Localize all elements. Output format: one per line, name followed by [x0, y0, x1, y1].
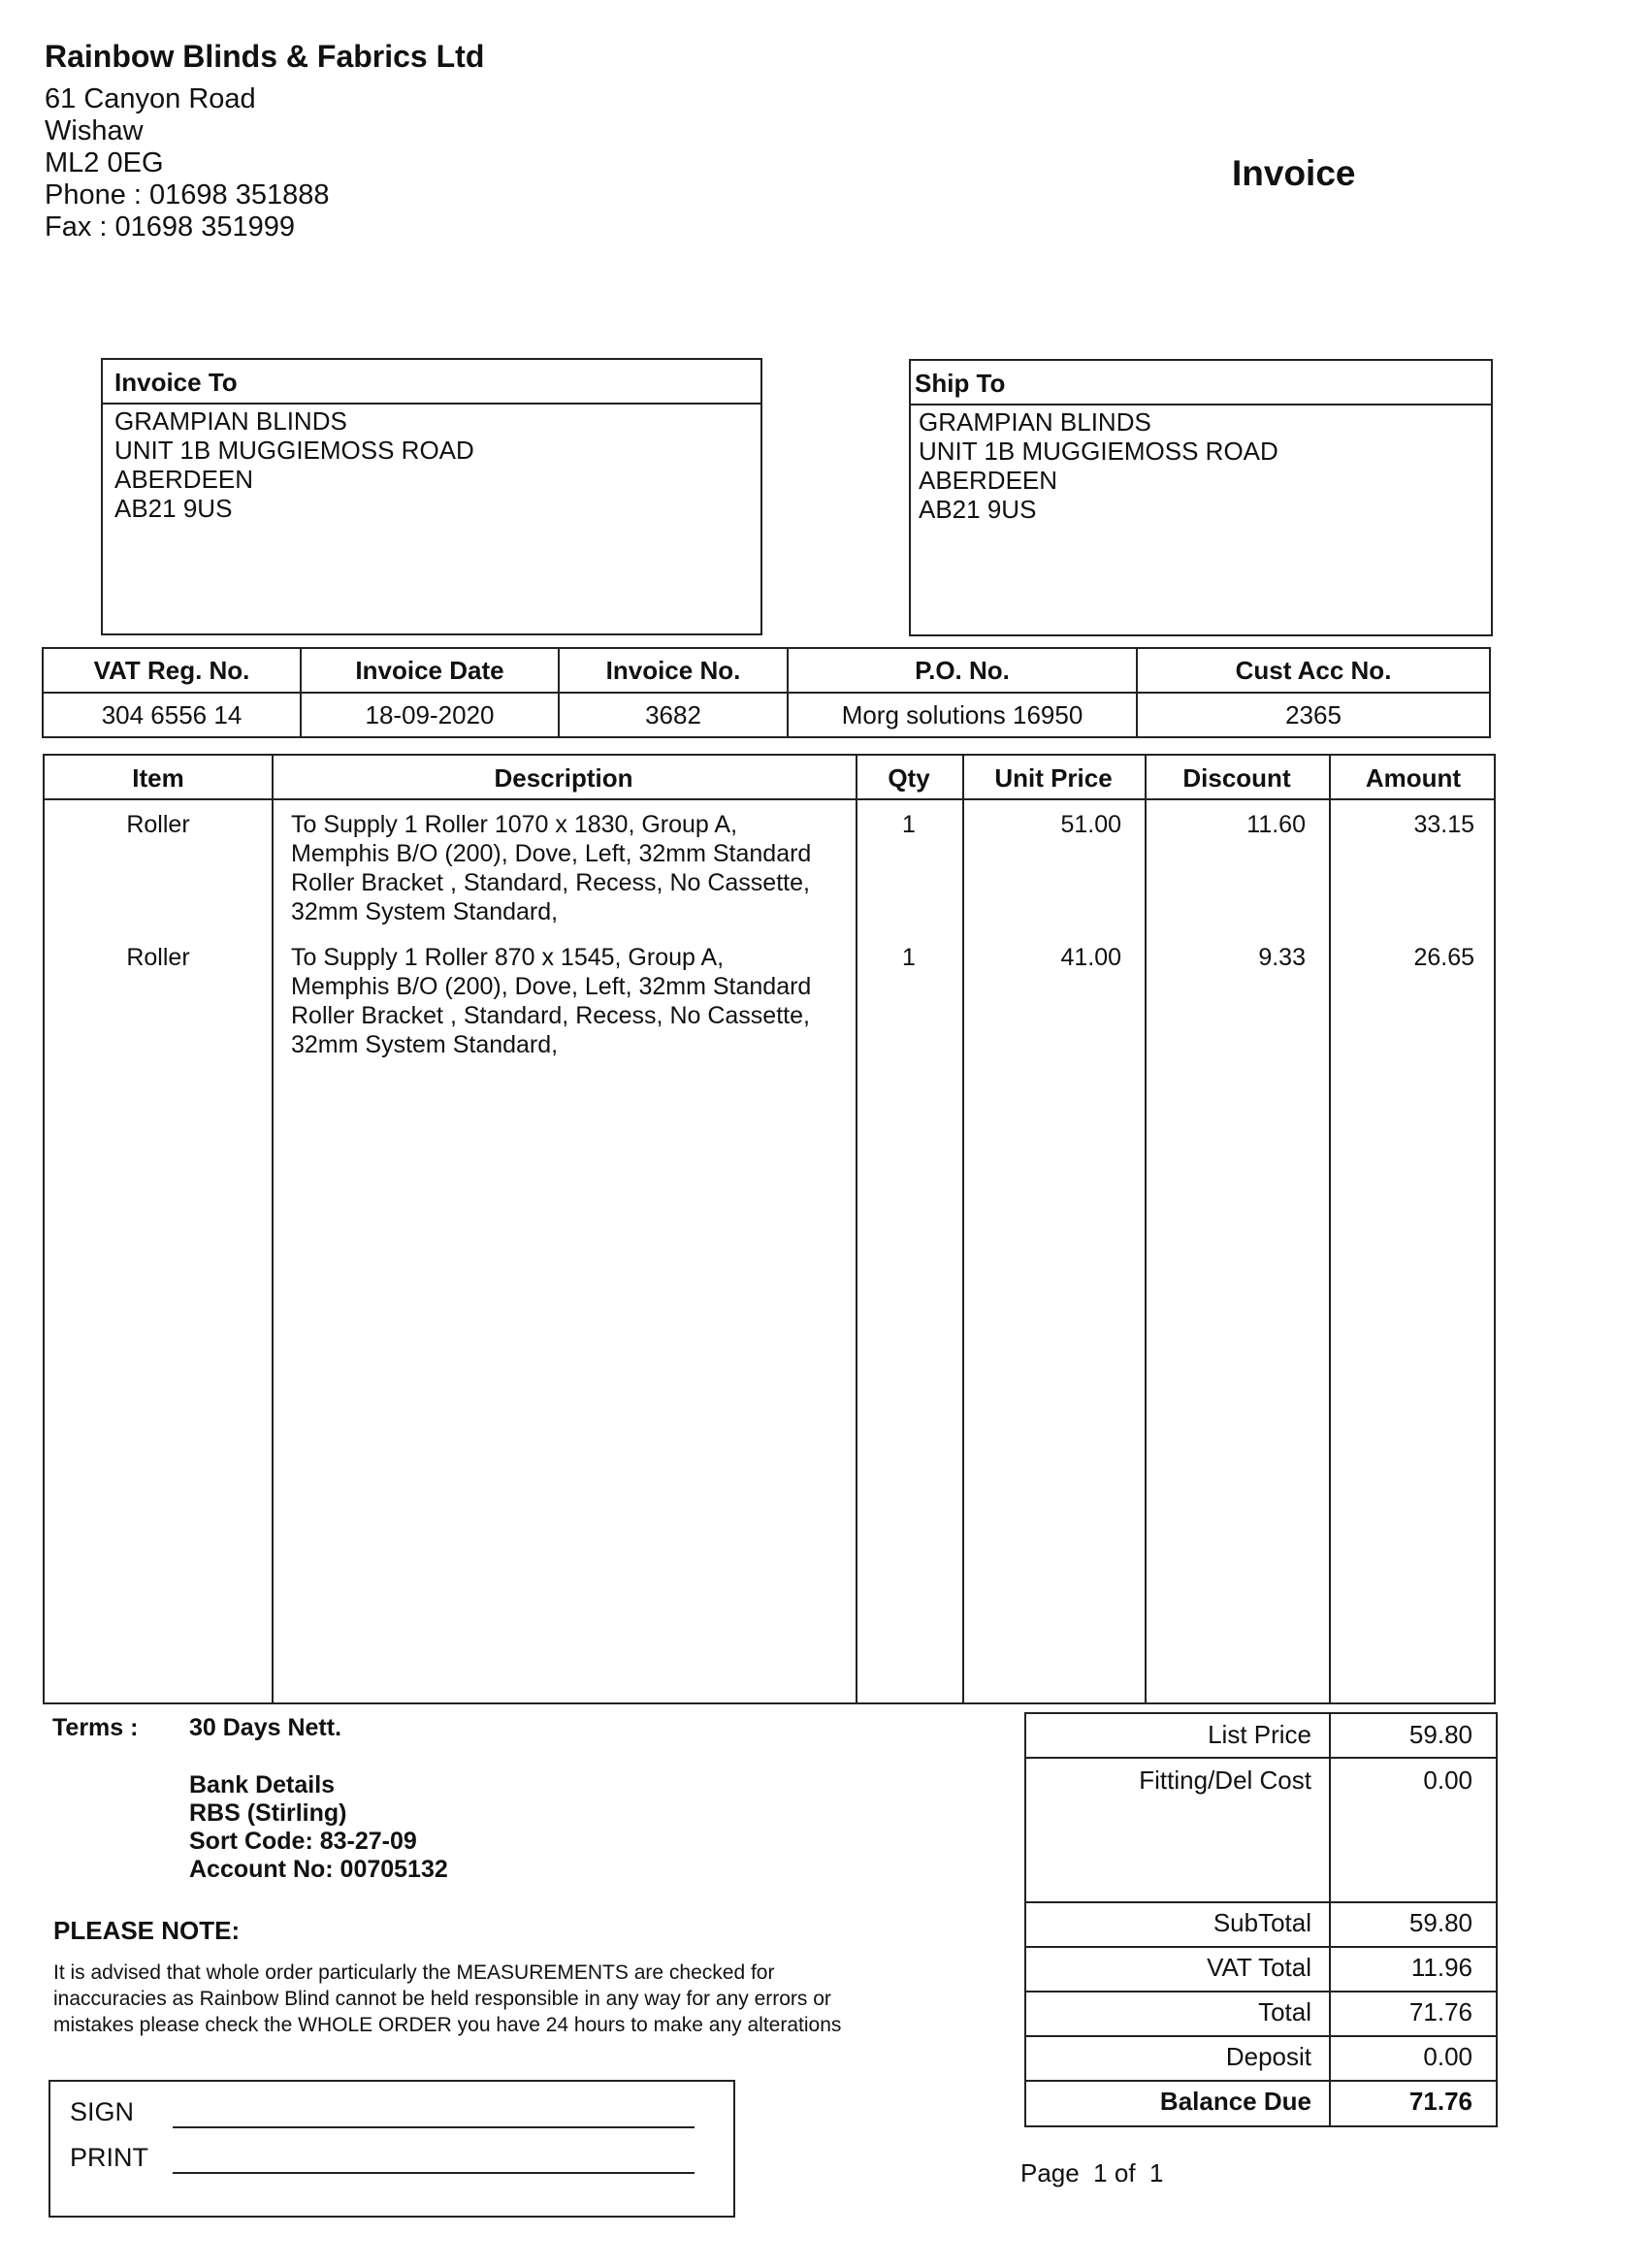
- document-title: Invoice: [1232, 153, 1356, 193]
- discount-header: Discount: [1182, 763, 1291, 793]
- description-line: Roller Bracket , Standard, Recess, No Cassette,: [291, 1002, 810, 1029]
- fitting-cost-label: Fitting/Del Cost: [1139, 1766, 1311, 1795]
- invoice-date-value: 18-09-2020: [301, 693, 559, 737]
- print-label: PRINT: [70, 2143, 148, 2172]
- company-fax: Fax : 01698 351999: [45, 211, 295, 243]
- note-text: [53, 1960, 841, 2038]
- amount-header: Amount: [1365, 763, 1462, 793]
- company-postcode: ML2 0EG: [45, 147, 164, 178]
- balance-due-label: Balance Due: [1159, 2087, 1311, 2116]
- invoice-no-header: Invoice No.: [559, 648, 788, 693]
- note-title: PLEASE NOTE:: [53, 1916, 241, 1945]
- terms-label: Terms :: [52, 1714, 139, 1741]
- invoice-info-table: [42, 647, 1491, 738]
- bank-details: [189, 1771, 448, 1884]
- invoice-to-line: ABERDEEN: [114, 465, 254, 494]
- table-row-amount: 33.15: [1413, 811, 1474, 838]
- po-no-header: P.O. No.: [788, 648, 1137, 693]
- account-number: Account No: 00705132: [189, 1856, 448, 1883]
- description-line: To Supply 1 Roller 870 x 1545, Group A,: [291, 944, 725, 971]
- sign-line[interactable]: [173, 2126, 695, 2128]
- balance-due-value: 71.76: [1408, 2087, 1472, 2116]
- totals-box: [1024, 1712, 1498, 2127]
- deposit-label: Deposit: [1225, 2042, 1311, 2071]
- deposit-value: 0.00: [1423, 2042, 1472, 2071]
- table-row-amount: 26.65: [1413, 944, 1474, 971]
- invoice-date-header: Invoice Date: [301, 648, 559, 693]
- company-name: Rainbow Blinds & Fabrics Ltd: [45, 39, 485, 74]
- note-line: mistakes please check the WHOLE ORDER you have 24 hours to make any alterations: [53, 2014, 842, 2036]
- vat-total-label: VAT Total: [1207, 1953, 1311, 1982]
- terms-value: 30 Days Nett.: [189, 1714, 342, 1741]
- table-row-description: [291, 943, 854, 1059]
- company-address-line1: 61 Canyon Road: [45, 83, 256, 114]
- list-price-label: List Price: [1208, 1720, 1311, 1749]
- item-header: Item: [132, 763, 184, 793]
- invoice-to-title: Invoice To: [103, 360, 760, 405]
- print-line[interactable]: [173, 2172, 695, 2174]
- invoice-to-box: [101, 358, 762, 635]
- subtotal-value: 59.80: [1408, 1908, 1472, 1937]
- table-row-item: Roller: [126, 811, 190, 838]
- po-no-value: Morg solutions 16950: [788, 693, 1137, 737]
- vat-reg-value: 304 6556 14: [43, 693, 301, 737]
- invoice-to-line: UNIT 1B MUGGIEMOSS ROAD: [114, 436, 474, 465]
- vat-total-value: 11.96: [1410, 1953, 1472, 1982]
- ship-to-box: [909, 359, 1493, 636]
- cust-acc-value: 2365: [1137, 693, 1490, 737]
- sign-label: SIGN: [70, 2097, 135, 2126]
- list-price-value: 59.80: [1408, 1720, 1472, 1749]
- note-line: inaccuracies as Rainbow Blind cannot be held responsible in any way for any errors or: [53, 1988, 831, 2010]
- table-row-unit-price: 51.00: [1060, 811, 1121, 838]
- total-value: 71.76: [1408, 1997, 1472, 2026]
- description-line: To Supply 1 Roller 1070 x 1830, Group A,: [291, 811, 738, 838]
- cust-acc-header: Cust Acc No.: [1137, 648, 1490, 693]
- total-label: Total: [1258, 1997, 1311, 2026]
- table-row-item: Roller: [126, 944, 190, 971]
- bank-title: Bank Details: [189, 1771, 336, 1798]
- description-line: Memphis B/O (200), Dove, Left, 32mm Standard: [291, 840, 812, 867]
- table-row-unit-price: 41.00: [1060, 944, 1121, 971]
- ship-to-line: GRAMPIAN BLINDS: [919, 407, 1151, 437]
- signature-box: [48, 2080, 735, 2218]
- items-table: [43, 754, 1496, 1704]
- fitting-cost-value: 0.00: [1423, 1766, 1472, 1795]
- bank-name: RBS (Stirling): [189, 1799, 347, 1827]
- description-line: 32mm System Standard,: [291, 898, 559, 925]
- invoice-no-value: 3682: [559, 693, 788, 737]
- invoice-to-line: GRAMPIAN BLINDS: [114, 406, 347, 436]
- description-line: Memphis B/O (200), Dove, Left, 32mm Standard: [291, 973, 812, 1000]
- ship-to-line: AB21 9US: [919, 495, 1037, 524]
- company-phone: Phone : 01698 351888: [45, 179, 330, 211]
- sort-code: Sort Code: 83-27-09: [189, 1828, 417, 1855]
- qty-header: Qty: [888, 763, 930, 793]
- description-header: Description: [494, 763, 633, 793]
- note-line: It is advised that whole order particularly the MEASUREMENTS are checked for: [53, 1961, 775, 1984]
- company-address-line2: Wishaw: [45, 115, 144, 146]
- company-address: [45, 83, 330, 243]
- page-number: Page 1 of 1: [1020, 2158, 1164, 2187]
- subtotal-label: SubTotal: [1212, 1908, 1311, 1937]
- table-row-qty: 1: [902, 944, 916, 971]
- table-row-description: [291, 810, 854, 926]
- table-row-discount: 11.60: [1246, 811, 1306, 838]
- description-line: 32mm System Standard,: [291, 1031, 559, 1058]
- invoice-to-line: AB21 9US: [114, 494, 233, 523]
- ship-to-title: Ship To: [911, 361, 1491, 405]
- vat-reg-header: VAT Reg. No.: [43, 648, 301, 693]
- unit-price-header: Unit Price: [994, 763, 1113, 793]
- table-row-discount: 9.33: [1258, 944, 1306, 971]
- ship-to-line: UNIT 1B MUGGIEMOSS ROAD: [919, 437, 1278, 466]
- table-row-qty: 1: [902, 811, 916, 838]
- description-line: Roller Bracket , Standard, Recess, No Cassette,: [291, 869, 810, 896]
- ship-to-line: ABERDEEN: [919, 466, 1058, 495]
